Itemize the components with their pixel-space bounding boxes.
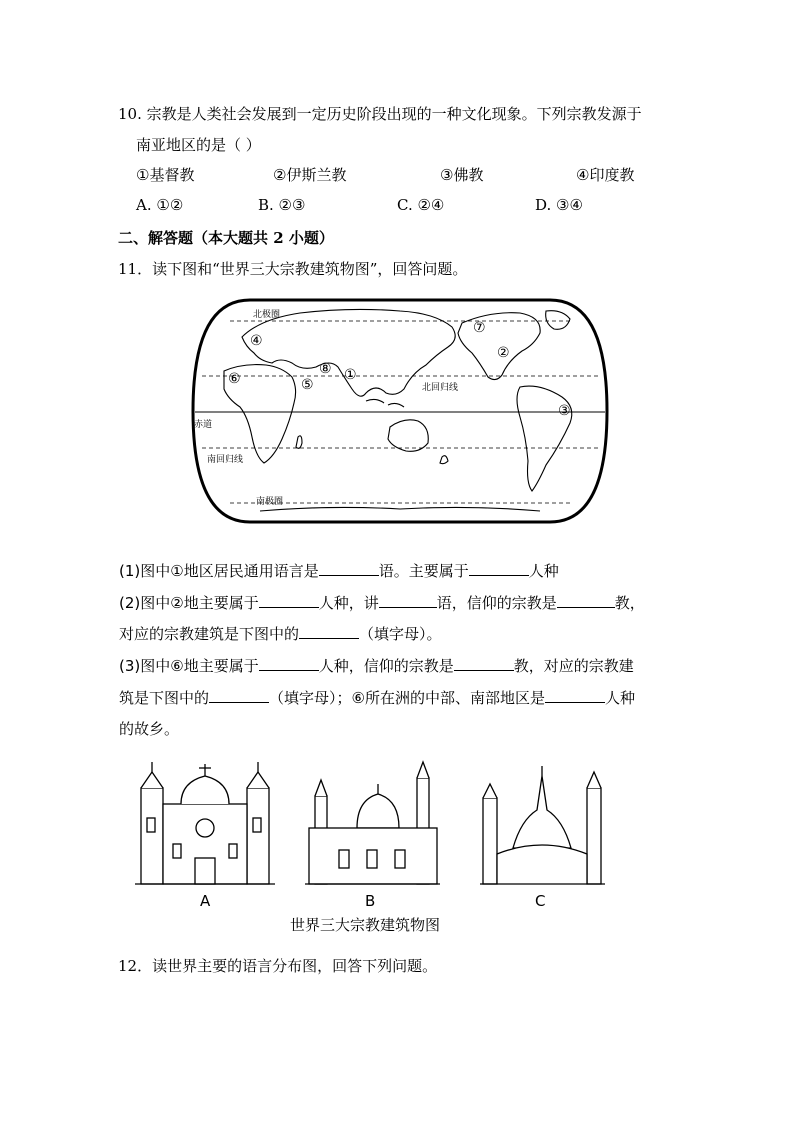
q10-option-b: B. ②③ bbox=[258, 196, 306, 214]
q10-item-4: ④印度教 bbox=[576, 166, 635, 184]
map-marker-2: ② bbox=[497, 345, 510, 361]
map-marker-7: ⑦ bbox=[473, 320, 486, 336]
building-label-c: C bbox=[535, 892, 546, 910]
map-marker-3: ③ bbox=[558, 403, 571, 419]
q11-part3-line3: 的故乡。 bbox=[119, 720, 180, 738]
q11-part1-blank-1[interactable] bbox=[319, 561, 379, 576]
q11-part2-blank-2[interactable] bbox=[379, 593, 437, 608]
map-marker-6: ⑥ bbox=[228, 371, 241, 387]
q11-part3-text-c: 教，对应的宗教建 bbox=[513, 657, 634, 675]
q11-part2-blank-1[interactable] bbox=[259, 593, 319, 608]
q11-intro: 11．读下图和“世界三大宗教建筑物图”，回答问题。 bbox=[118, 260, 468, 278]
pagoda-drawing-c bbox=[480, 766, 605, 884]
q11-part3-blank-1[interactable] bbox=[259, 656, 319, 671]
q12-intro: 12．读世界主要的语言分布图，回答下列问题。 bbox=[118, 957, 438, 975]
map-marker-4: ④ bbox=[250, 333, 263, 349]
q11-part3-text-a: (3)图中⑥地主要属于 bbox=[119, 657, 259, 675]
q11-part1 bbox=[119, 560, 559, 581]
equator-label: 赤道 bbox=[194, 420, 213, 430]
tropic-south-label: 南回归线 bbox=[207, 455, 244, 465]
q10-option-d: D. ③④ bbox=[535, 196, 583, 214]
q11-part2-text-d: 教， bbox=[614, 594, 645, 612]
q11-part3-blank-4[interactable] bbox=[545, 688, 605, 703]
q11-part2-blank-4[interactable] bbox=[299, 624, 359, 639]
q10-option-a: A. ①② bbox=[136, 196, 184, 214]
q10-line2: 南亚地区的是（ ） bbox=[136, 136, 261, 154]
q11-part1-blank-2[interactable] bbox=[469, 561, 529, 576]
q11-part3-blank-3[interactable] bbox=[209, 688, 269, 703]
q11-part2-line2 bbox=[119, 623, 442, 644]
q11-part1-text-b: 语。主要属于 bbox=[378, 562, 469, 580]
q11-part2-text-b: 人种，讲 bbox=[318, 594, 379, 612]
tropic-north-label: 北回归线 bbox=[422, 383, 459, 393]
q11-part3-text-b: 人种，信仰的宗教是 bbox=[318, 657, 454, 675]
q11-part2-blank-3[interactable] bbox=[557, 593, 615, 608]
buildings-caption: 世界三大宗教建筑物图 bbox=[290, 916, 441, 934]
q11-part1-text-c: 人种 bbox=[528, 562, 559, 580]
q11-part3-line1 bbox=[119, 655, 634, 676]
q10-option-c: C. ②④ bbox=[397, 196, 445, 214]
q10-item-2: ②伊斯兰教 bbox=[273, 166, 347, 184]
q11-part3-text-e: （填字母）；⑥所在洲的中部、南部地区是 bbox=[269, 689, 545, 707]
map-marker-8: ⑧ bbox=[319, 361, 332, 377]
building-label-a: A bbox=[200, 892, 211, 910]
church-drawing-a bbox=[135, 762, 275, 884]
map-marker-1: ① bbox=[344, 367, 357, 383]
q10-item-1: ①基督教 bbox=[136, 166, 195, 184]
mosque-drawing-b bbox=[305, 762, 440, 884]
q11-part2-text-c: 语，信仰的宗教是 bbox=[436, 594, 557, 612]
q11-part2-text-f: （填字母）。 bbox=[359, 625, 442, 643]
section-title: 二、解答题（本大题共 2 小题） bbox=[118, 229, 334, 247]
arctic-circle-label: 北极圈 bbox=[253, 310, 281, 320]
map-marker-5: ⑤ bbox=[301, 377, 314, 393]
q11-part2-text-e: 对应的宗教建筑是下图中的 bbox=[119, 625, 300, 643]
q11-part2-text-a: (2)图中②地主要属于 bbox=[119, 594, 259, 612]
q11-part1-text-a: (1)图中①地区居民通用语言是 bbox=[119, 562, 319, 580]
q11-part3-line2 bbox=[119, 687, 635, 708]
world-map bbox=[190, 297, 610, 525]
q11-part3-text-d: 筑是下图中的 bbox=[119, 689, 210, 707]
q11-part3-text-f: 人种 bbox=[604, 689, 635, 707]
religious-buildings bbox=[135, 758, 615, 893]
building-label-b: B bbox=[365, 892, 376, 910]
q11-part2-line1 bbox=[119, 592, 645, 613]
antarctic-circle-label: 南极圈 bbox=[256, 497, 284, 507]
q10-item-3: ③佛教 bbox=[440, 166, 484, 184]
q10-line1: 10. 宗教是人类社会发展到一定历史阶段出现的一种文化现象。下列宗教发源于 bbox=[118, 105, 642, 123]
q11-part3-blank-2[interactable] bbox=[454, 656, 514, 671]
